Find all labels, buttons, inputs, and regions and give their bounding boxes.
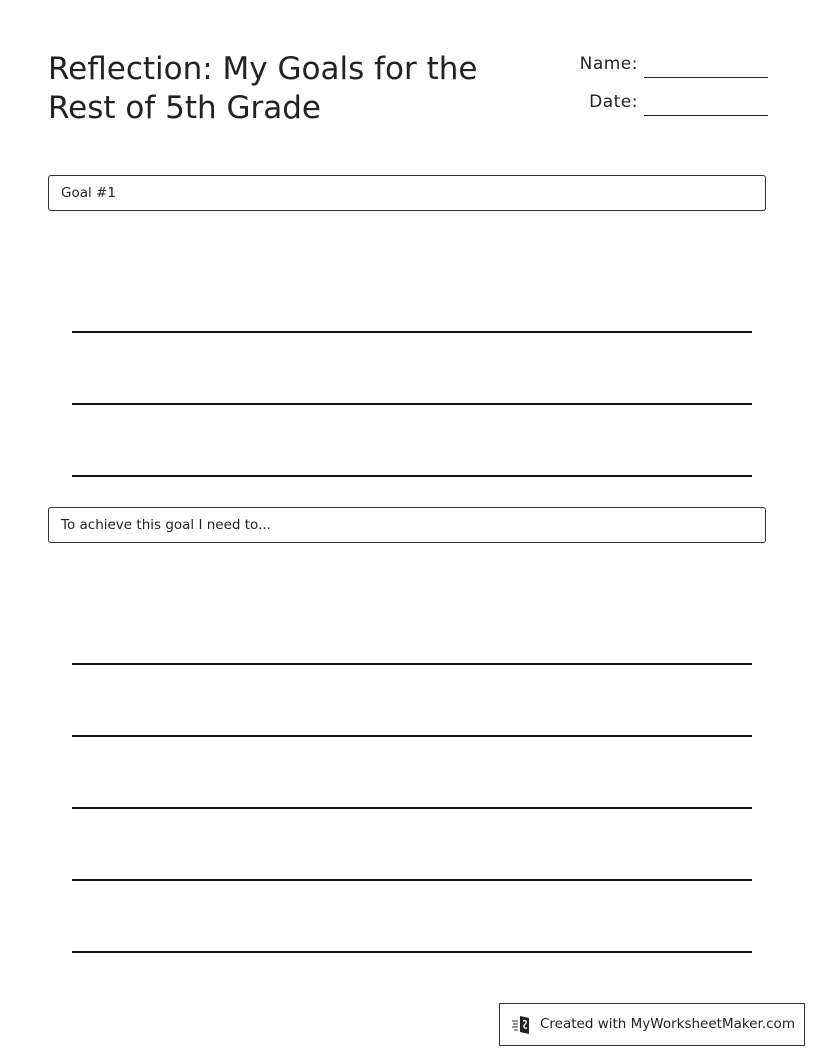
goal-write-line[interactable]	[72, 403, 752, 405]
date-write-line[interactable]	[644, 115, 768, 116]
goal-section-header	[48, 175, 766, 211]
name-field	[560, 52, 768, 78]
name-label: Name:	[579, 54, 638, 74]
achieve-write-line[interactable]	[72, 735, 752, 737]
achieve-write-line[interactable]	[72, 951, 752, 953]
goal-write-line[interactable]	[72, 475, 752, 477]
name-write-line[interactable]	[644, 77, 768, 78]
achieve-section-label: To achieve this goal I need to...	[61, 517, 271, 533]
date-label: Date:	[589, 92, 638, 112]
achieve-section-header	[48, 507, 766, 543]
goal-section-label: Goal #1	[61, 185, 116, 201]
achieve-write-line[interactable]	[72, 879, 752, 881]
achieve-write-line[interactable]	[72, 807, 752, 809]
achieve-write-line[interactable]	[72, 663, 752, 665]
footer-credit-text: Created with MyWorksheetMaker.com	[540, 1016, 795, 1032]
worksheet-maker-logo-icon	[512, 1015, 532, 1035]
date-field	[560, 90, 768, 116]
goal-write-line[interactable]	[72, 331, 752, 333]
footer-credit-box	[499, 1003, 805, 1046]
worksheet-title: Reflection: My Goals for the Rest of 5th Grade	[48, 51, 478, 126]
